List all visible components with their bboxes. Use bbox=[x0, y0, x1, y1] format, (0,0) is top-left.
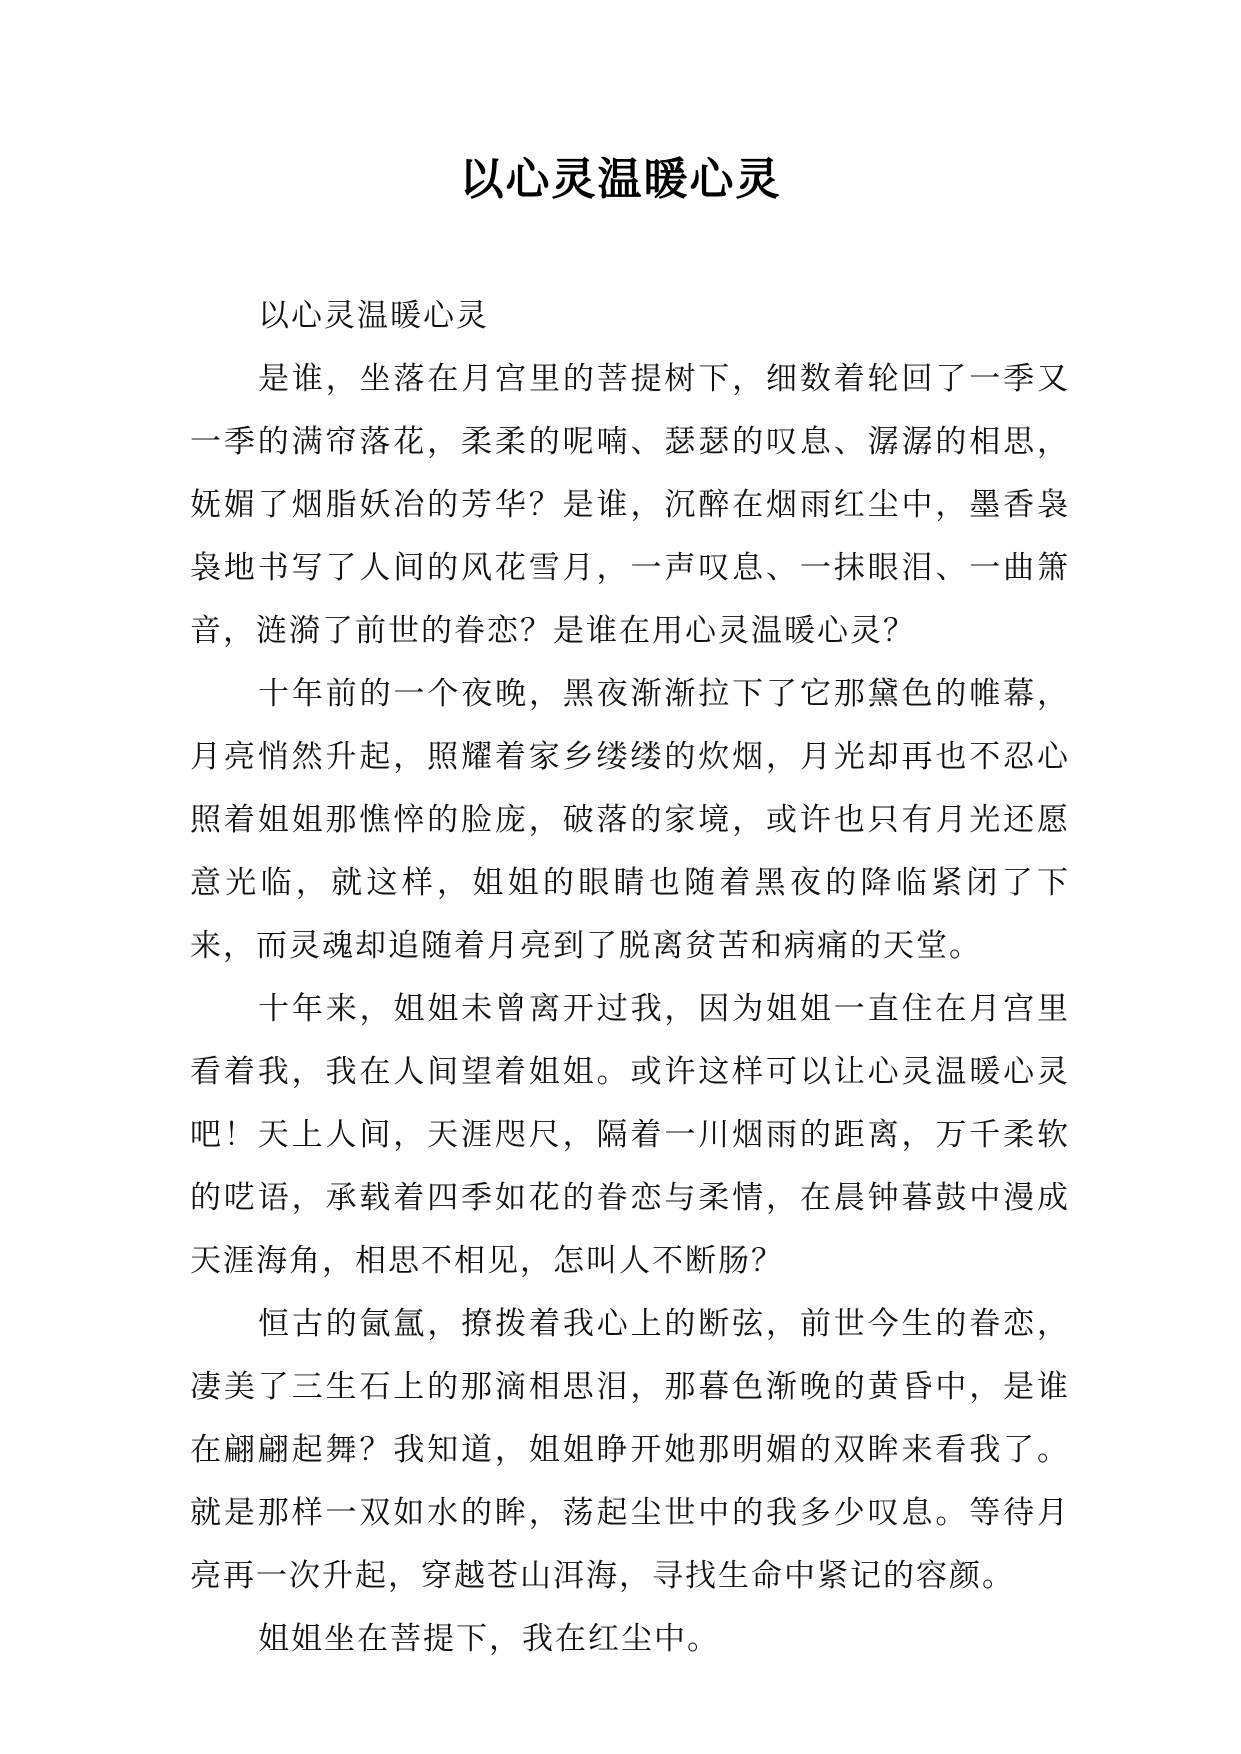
document-body bbox=[190, 285, 1070, 1671]
document-title: 以心灵温暖心灵 bbox=[459, 154, 782, 205]
paragraph-subtitle: 以心灵温暖心灵 bbox=[258, 298, 489, 334]
paragraph: 姐姐坐在菩提下，我在红尘中。 bbox=[258, 1621, 720, 1657]
paragraph: 十年来，姐姐未曾离开过我，因为姐姐一直住在月宫里看着我，我在人间望着姐姐。或许这样可以让心灵温暖心灵吧！天上人间，天涯咫尺，隔着一川烟雨的距离，万千柔软的呓语，承载着四季如花的眷恋与柔情，在晨钟暮鼓中漫成天涯海角，相思不相见，怎叫人不断肠？ bbox=[190, 991, 1070, 1279]
paragraph: 是谁，坐落在月宫里的菩提树下，细数着轮回了一季又一季的满帘落花，柔柔的呢喃、瑟瑟的叹息、潺潺的相思，妩媚了烟脂妖冶的芳华？是谁，沉醉在烟雨红尘中，墨香袅袅地书写了人间的风花雪月，一声叹息、一抹眼泪、一曲箫音，涟漪了前世的眷恋？是谁在用心灵温暖心灵？ bbox=[190, 361, 1070, 649]
paragraph: 恒古的氤氲，撩拨着我心上的断弦，前世今生的眷恋，凄美了三生石上的那滴相思泪，那暮色渐晚的黄昏中，是谁在翩翩起舞？我知道，姐姐睁开她那明媚的双眸来看我了。就是那样一双如水的眸，荡起尘世中的我多少叹息。等待月亮再一次升起，穿越苍山洱海，寻找生命中紧记的容颜。 bbox=[190, 1306, 1070, 1594]
paragraph: 十年前的一个夜晚，黑夜渐渐拉下了它那黛色的帷幕，月亮悄然升起，照耀着家乡缕缕的炊烟，月光却再也不忍心照着姐姐那憔悴的脸庞，破落的家境，或许也只有月光还愿意光临，就这样，姐姐的眼睛也随着黑夜的降临紧闭了下来，而灵魂却追随着月亮到了脱离贫苦和病痛的天堂。 bbox=[190, 676, 1070, 964]
